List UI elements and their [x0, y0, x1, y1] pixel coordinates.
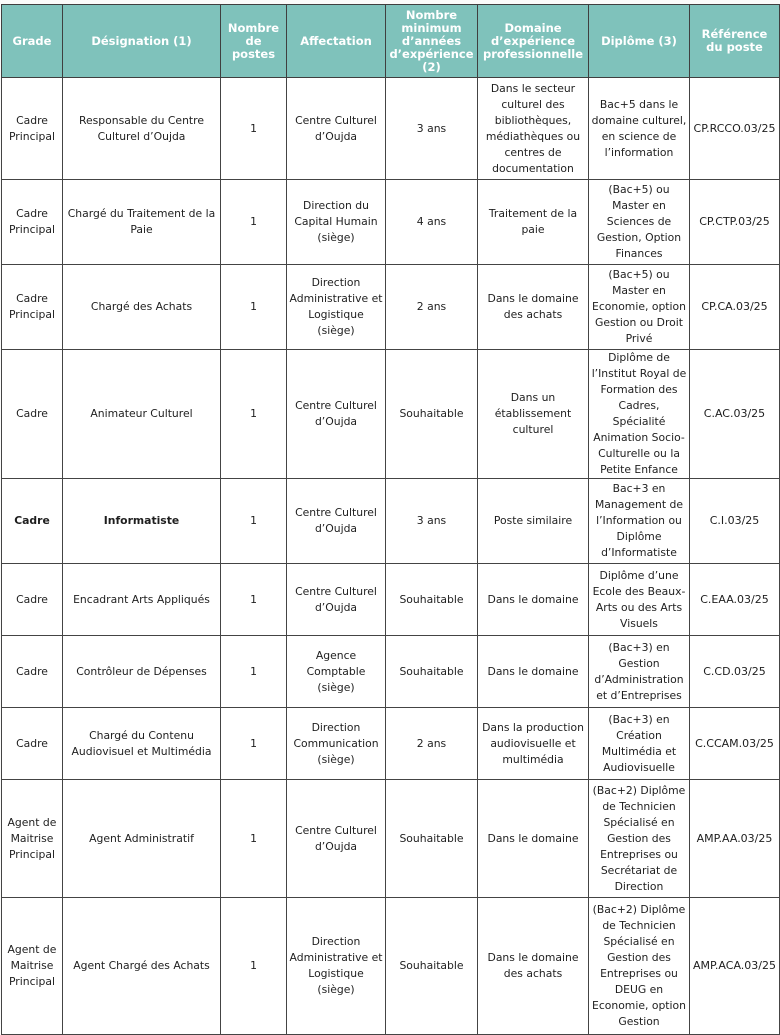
cell-domaine: Traitement de la paie [478, 180, 589, 265]
header-designation: Désignation (1) [63, 5, 221, 78]
cell-grade: Cadre Principal [2, 265, 63, 350]
header-annees-experience: Nombre minimum d’années d’expérience (2) [386, 5, 478, 78]
cell-affectation: Centre Culturel d’Oujda [287, 564, 386, 636]
cell-experience: Souhaitable [386, 636, 478, 708]
cell-domaine: Dans le domaine [478, 636, 589, 708]
cell-domaine: Dans un établissement culturel [478, 350, 589, 479]
cell-reference: CP.RCCO.03/25 [690, 78, 780, 180]
cell-domaine: Dans le domaine des achats [478, 265, 589, 350]
cell-diplome: Diplôme d’une Ecole des Beaux-Arts ou des Arts Visuels [589, 564, 690, 636]
table-row [2, 265, 780, 350]
cell-affectation: Agence Comptable (siège) [287, 636, 386, 708]
cell-affectation: Centre Culturel d’Oujda [287, 479, 386, 564]
cell-diplome: (Bac+5) ou Master en Economie, option Gestion ou Droit Privé [589, 265, 690, 350]
cell-designation: Informatiste [63, 479, 221, 564]
cell-reference: CP.CA.03/25 [690, 265, 780, 350]
cell-reference: C.CCAM.03/25 [690, 708, 780, 780]
cell-experience: Souhaitable [386, 564, 478, 636]
cell-designation: Chargé du Traitement de la Paie [63, 180, 221, 265]
cell-reference: CP.CTP.03/25 [690, 180, 780, 265]
cell-designation: Contrôleur de Dépenses [63, 636, 221, 708]
cell-designation: Chargé du Contenu Audiovisuel et Multimédia [63, 708, 221, 780]
cell-designation: Responsable du Centre Culturel d’Oujda [63, 78, 221, 180]
cell-diplome: (Bac+2) Diplôme de Technicien Spécialisé en Gestion des Entreprises ou DEUG en Economie, option Gestion [589, 898, 690, 1035]
cell-grade: Cadre [2, 708, 63, 780]
cell-grade: Cadre [2, 564, 63, 636]
cell-domaine: Poste similaire [478, 479, 589, 564]
cell-reference: AMP.AA.03/25 [690, 780, 780, 898]
cell-domaine: Dans le domaine [478, 564, 589, 636]
cell-reference: C.AC.03/25 [690, 350, 780, 479]
cell-postes: 1 [221, 479, 287, 564]
cell-diplome: (Bac+3) en Gestion d’Administration et d’Entreprises [589, 636, 690, 708]
cell-reference: C.I.03/25 [690, 479, 780, 564]
cell-affectation: Direction Administrative et Logistique (siège) [287, 898, 386, 1035]
cell-experience: 3 ans [386, 479, 478, 564]
cell-grade: Cadre Principal [2, 78, 63, 180]
header-diplome: Diplôme (3) [589, 5, 690, 78]
job-postings-table [1, 4, 780, 1035]
cell-affectation: Direction du Capital Humain (siège) [287, 180, 386, 265]
cell-postes: 1 [221, 898, 287, 1035]
cell-designation: Chargé des Achats [63, 265, 221, 350]
cell-domaine: Dans le secteur culturel des bibliothèques, médiathèques ou centres de documentation [478, 78, 589, 180]
header-grade: Grade [2, 5, 63, 78]
cell-designation: Encadrant Arts Appliqués [63, 564, 221, 636]
cell-designation: Agent Chargé des Achats [63, 898, 221, 1035]
cell-designation: Animateur Culturel [63, 350, 221, 479]
table-row [2, 479, 780, 564]
cell-domaine: Dans le domaine [478, 780, 589, 898]
cell-postes: 1 [221, 636, 287, 708]
header-reference: Référence du poste [690, 5, 780, 78]
cell-experience: Souhaitable [386, 780, 478, 898]
table-row [2, 78, 780, 180]
cell-postes: 1 [221, 350, 287, 479]
cell-domaine: Dans la production audiovisuelle et multimédia [478, 708, 589, 780]
cell-grade: Cadre [2, 636, 63, 708]
cell-experience: Souhaitable [386, 898, 478, 1035]
cell-grade: Cadre [2, 350, 63, 479]
cell-diplome: Bac+5 dans le domaine culturel, en science de l’information [589, 78, 690, 180]
cell-postes: 1 [221, 564, 287, 636]
table-row [2, 180, 780, 265]
cell-postes: 1 [221, 780, 287, 898]
cell-designation: Agent Administratif [63, 780, 221, 898]
cell-grade: Agent de Maitrise Principal [2, 898, 63, 1035]
cell-grade: Agent de Maitrise Principal [2, 780, 63, 898]
cell-reference: C.EAA.03/25 [690, 564, 780, 636]
header-domaine-experience: Domaine d’expérience professionnelle [478, 5, 589, 78]
cell-affectation: Centre Culturel d’Oujda [287, 78, 386, 180]
cell-experience: 3 ans [386, 78, 478, 180]
header-nombre-postes: Nombre de postes [221, 5, 287, 78]
cell-postes: 1 [221, 265, 287, 350]
header-affectation: Affectation [287, 5, 386, 78]
table-row [2, 708, 780, 780]
cell-diplome: (Bac+3) en Création Multimédia et Audiovisuelle [589, 708, 690, 780]
cell-grade: Cadre Principal [2, 180, 63, 265]
cell-postes: 1 [221, 180, 287, 265]
table-row [2, 898, 780, 1035]
cell-diplome: (Bac+5) ou Master en Sciences de Gestion, Option Finances [589, 180, 690, 265]
cell-diplome: Bac+3 en Management de l’Information ou Diplôme d’Informatiste [589, 479, 690, 564]
table-row [2, 564, 780, 636]
cell-affectation: Direction Administrative et Logistique (siège) [287, 265, 386, 350]
cell-diplome: (Bac+2) Diplôme de Technicien Spécialisé en Gestion des Entreprises ou Secrétariat de Direction [589, 780, 690, 898]
cell-postes: 1 [221, 78, 287, 180]
cell-reference: C.CD.03/25 [690, 636, 780, 708]
cell-experience: 2 ans [386, 265, 478, 350]
cell-affectation: Centre Culturel d’Oujda [287, 780, 386, 898]
cell-reference: AMP.ACA.03/25 [690, 898, 780, 1035]
table-row [2, 780, 780, 898]
cell-grade: Cadre [2, 479, 63, 564]
cell-experience: Souhaitable [386, 350, 478, 479]
table-row [2, 636, 780, 708]
cell-affectation: Centre Culturel d’Oujda [287, 350, 386, 479]
cell-postes: 1 [221, 708, 287, 780]
table-header-row [2, 5, 780, 78]
cell-affectation: Direction Communication (siège) [287, 708, 386, 780]
cell-domaine: Dans le domaine des achats [478, 898, 589, 1035]
cell-diplome: Diplôme de l’Institut Royal de Formation des Cadres, Spécialité Animation Socio-Culturelle ou la Petite Enfance [589, 350, 690, 479]
table-row [2, 350, 780, 479]
cell-experience: 2 ans [386, 708, 478, 780]
cell-experience: 4 ans [386, 180, 478, 265]
